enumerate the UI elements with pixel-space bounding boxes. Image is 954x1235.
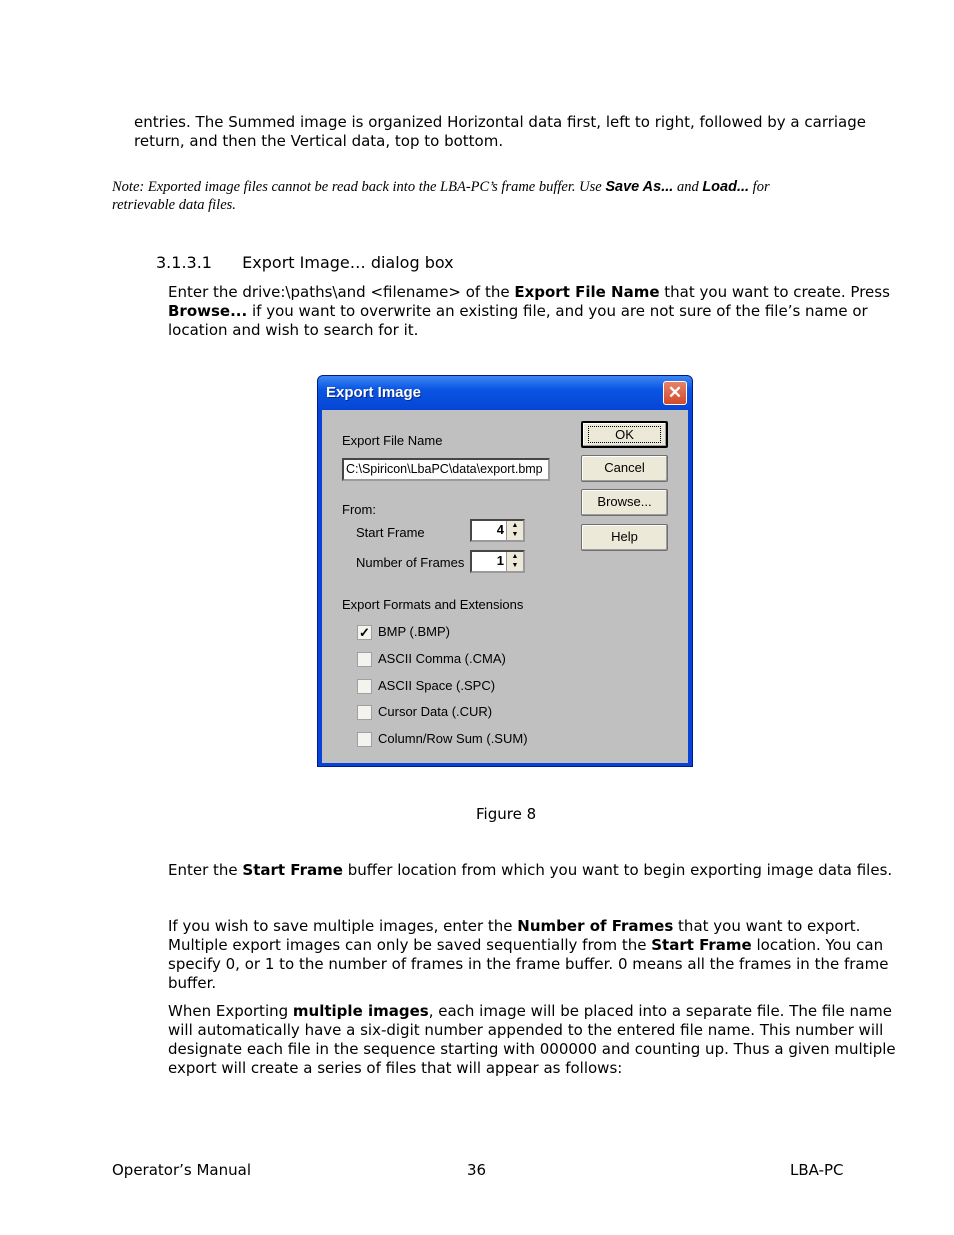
note-save-as: Save As...	[605, 179, 674, 195]
section-title: Export Image… dialog box	[242, 253, 454, 272]
intro-line-2: return, and then the Vertical data, top to bottom.	[134, 132, 504, 150]
export-image-dialog	[317, 375, 693, 767]
note-paragraph	[112, 178, 852, 214]
checkbox-ascii-comma[interactable]	[357, 652, 372, 667]
para4-text-e: designate each file in the sequence starting with 000000 and counting up. Thus a given multiple	[168, 1040, 896, 1058]
para1-text-c: that you want to create. Press	[659, 283, 890, 301]
note-load: Load...	[702, 179, 750, 195]
intro-paragraph	[134, 113, 866, 151]
start-frame-arrows[interactable]	[506, 521, 523, 540]
footer-left: Operator’s Manual	[112, 1161, 251, 1179]
checkbox-ascii-space[interactable]	[357, 679, 372, 694]
para3-bold-number-of-frames: Number of Frames	[517, 917, 674, 935]
para3-text-c: that you want to export.	[673, 917, 861, 935]
para1-bold-browse: Browse...	[168, 302, 248, 320]
footer-right: LBA-PC	[790, 1161, 844, 1179]
checkbox-column-row-sum[interactable]	[357, 732, 372, 747]
para4-bold-multiple-images: multiple images	[292, 1002, 429, 1020]
format-label-ascii-comma: ASCII Comma (.CMA)	[378, 651, 506, 666]
section-heading	[156, 253, 454, 272]
number-of-frames-value: 1	[496, 553, 504, 568]
para3-text-d: Multiple export images can only be saved sequentially from the	[168, 936, 652, 954]
spin-up-icon[interactable]: ▲	[511, 553, 519, 560]
footer-page-number: 36	[467, 1161, 487, 1179]
help-button[interactable]: Help	[581, 524, 668, 551]
start-frame-label: Start Frame	[356, 525, 425, 540]
para4-text-d: will automatically have a six-digit number appended to the entered file name. This number will	[168, 1021, 884, 1039]
figure-caption: Figure 8	[476, 805, 537, 823]
paragraph-start-frame	[168, 861, 892, 880]
start-frame-spinner[interactable]	[470, 519, 525, 542]
dialog-title: Export Image	[326, 384, 422, 401]
para1-bold-export-file-name: Export File Name	[514, 283, 660, 301]
browse-button[interactable]: Browse...	[581, 489, 668, 516]
start-frame-value: 4	[496, 522, 504, 537]
para1-text-e: if you want to overwrite an existing file, and you are not sure of the file’s name or	[247, 302, 868, 320]
export-file-name-input[interactable]: C:\Spiricon\LbaPC\data\export.bmp	[342, 458, 550, 481]
cancel-button[interactable]: Cancel	[581, 455, 668, 482]
format-label-bmp: BMP (.BMP)	[378, 624, 450, 639]
export-formats-label: Export Formats and Extensions	[342, 597, 524, 612]
number-of-frames-label: Number of Frames	[356, 555, 465, 570]
note-text-2: and	[673, 179, 703, 195]
number-of-frames-arrows[interactable]	[506, 552, 523, 571]
para4-text-f: export will create a series of files that will appear as follows:	[168, 1059, 623, 1077]
spin-up-icon[interactable]: ▲	[511, 522, 519, 529]
checkbox-bmp[interactable]: ✓	[357, 625, 372, 640]
format-label-ascii-space: ASCII Space (.SPC)	[378, 678, 496, 693]
checkbox-cursor-data[interactable]	[357, 705, 372, 720]
para3-text-g: specify 0, or 1 to the number of frames in the frame buffer. 0 means all the frames in the frame	[168, 955, 889, 973]
para3-text-h: buffer.	[168, 974, 217, 992]
para4-text-a: When Exporting	[168, 1002, 293, 1020]
ok-button[interactable]	[581, 421, 668, 448]
export-file-name-label: Export File Name	[342, 433, 443, 448]
paragraph-multiple-images	[168, 1002, 896, 1078]
note-text-1: Note: Exported image files cannot be read back into the LBA-PC’s frame buffer. Use	[112, 179, 606, 195]
note-text-3: for	[749, 179, 770, 195]
para3-text-a: If you wish to save multiple images, enter the	[168, 917, 518, 935]
format-label-column-row-sum: Column/Row Sum (.SUM)	[378, 731, 528, 746]
para2-text-a: Enter the	[168, 861, 243, 879]
paragraph-export-file-name	[168, 283, 890, 340]
section-number: 3.1.3.1	[156, 253, 212, 272]
spin-down-icon[interactable]: ▼	[511, 562, 519, 569]
note-line-2: retrievable data files.	[112, 197, 236, 213]
from-label: From:	[342, 502, 376, 517]
para1-text-f: location and wish to search for it.	[168, 321, 419, 339]
spin-down-icon[interactable]: ▼	[511, 531, 519, 538]
close-icon[interactable]: ✕	[663, 381, 687, 405]
para1-text-a: Enter the drive:\paths\and <filename> of the	[168, 283, 515, 301]
para2-text-c: buffer location from which you want to begin exporting image data files.	[342, 861, 893, 879]
intro-line-1: entries. The Summed image is organized Horizontal data first, left to right, followed by a carriage	[134, 113, 866, 131]
para2-bold-start-frame: Start Frame	[242, 861, 343, 879]
para3-bold-start-frame: Start Frame	[651, 936, 752, 954]
format-label-cursor-data: Cursor Data (.CUR)	[378, 704, 493, 719]
para3-text-f: location. You can	[751, 936, 884, 954]
dialog-title-bar[interactable]	[318, 376, 692, 410]
number-of-frames-spinner[interactable]	[470, 550, 525, 573]
dialog-client-area	[322, 410, 688, 763]
ok-button-label: OK	[588, 426, 661, 443]
paragraph-number-of-frames	[168, 917, 888, 993]
para4-text-c: , each image will be placed into a separate file. The file name	[428, 1002, 893, 1020]
